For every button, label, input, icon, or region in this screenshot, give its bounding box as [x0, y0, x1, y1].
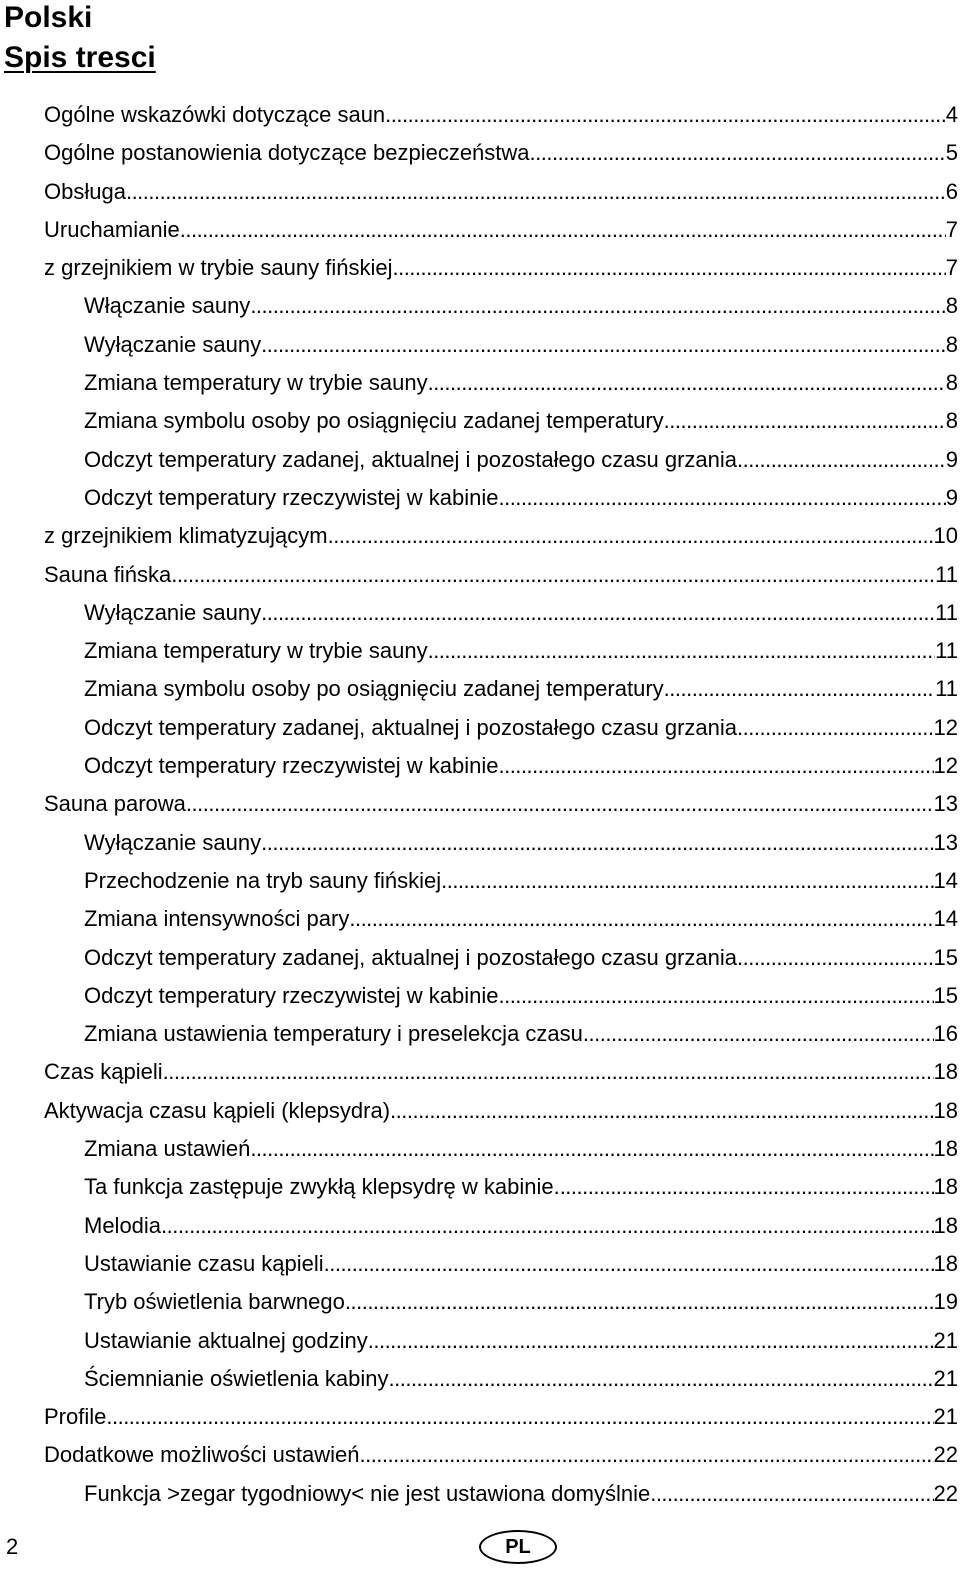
toc-entry[interactable]: [44, 785, 958, 823]
toc-entry-page: 18: [933, 1212, 958, 1238]
toc-entry-page: 18: [933, 1250, 958, 1276]
toc-entry-title: Ustawianie aktualnej godziny: [84, 1327, 368, 1353]
toc-entry[interactable]: [44, 1245, 958, 1283]
toc-entry[interactable]: [44, 517, 958, 555]
toc-entry-title: Tryb oświetlenia barwnego: [84, 1289, 345, 1315]
toc-dot-leader: [171, 556, 935, 594]
toc-entry-title: Funkcja >zegar tygodniowy< nie jest ustawiona domyślnie: [84, 1480, 651, 1506]
toc-entry-page: 6: [945, 178, 958, 204]
toc-entry-page: 14: [933, 867, 958, 893]
toc-entry-page: 22: [933, 1480, 958, 1506]
toc-dot-leader: [737, 939, 933, 977]
toc-entry[interactable]: [44, 326, 958, 364]
toc-entry-page: 15: [933, 982, 958, 1008]
toc-entry-page: 12: [933, 714, 958, 740]
toc-entry[interactable]: [44, 1015, 958, 1053]
toc-entry[interactable]: [44, 402, 958, 440]
toc-entry[interactable]: [44, 249, 958, 287]
toc-entry[interactable]: [44, 1092, 958, 1130]
toc-entry-page: 19: [933, 1289, 958, 1315]
toc-entry-title: Dodatkowe możliwości ustawień: [44, 1442, 360, 1468]
toc-entry-title: Odczyt temperatury zadanej, aktualnej i pozostałego czasu grzania: [84, 944, 738, 970]
toc-dot-leader: [664, 670, 936, 708]
toc-entry[interactable]: [44, 173, 958, 211]
toc-dot-leader: [261, 326, 946, 364]
toc-entry-title: Uruchamianie: [44, 216, 180, 242]
toc-entry[interactable]: [44, 1360, 958, 1398]
toc-dot-leader: [441, 862, 933, 900]
toc-entry-title: Odczyt temperatury rzeczywistej w kabinie: [84, 753, 499, 779]
toc-entry-page: 13: [933, 829, 958, 855]
toc-dot-leader: [664, 402, 946, 440]
toc-entry[interactable]: [44, 824, 958, 862]
toc-entry[interactable]: [44, 364, 958, 402]
toc-dot-leader: [250, 287, 945, 325]
toc-entry-title: Odczyt temperatury rzeczywistej w kabinie: [84, 982, 499, 1008]
toc-dot-leader: [328, 517, 934, 555]
toc-entry-title: Wyłączanie sauny: [84, 829, 262, 855]
toc-entry-page: 7: [945, 216, 958, 242]
toc-entry-page: 18: [933, 1097, 958, 1123]
toc-entry-title: Sauna fińska: [44, 561, 172, 587]
toc-entry[interactable]: [44, 900, 958, 938]
toc-entry-title: Ta funkcja zastępuje zwykłą klepsydrę w kabinie.: [84, 1174, 560, 1200]
toc-entry-page: 9: [945, 446, 958, 472]
toc-entry-page: 8: [945, 331, 958, 357]
toc-entry-title: Profile: [44, 1404, 107, 1430]
toc-entry[interactable]: [44, 1168, 958, 1206]
toc-dot-leader: [186, 785, 934, 823]
toc-entry-title: Zmiana temperatury w trybie sauny: [84, 638, 428, 664]
toc-entry-title: Przechodzenie na tryb sauny fińskiej: [84, 867, 442, 893]
toc-entry-page: 8: [945, 370, 958, 396]
language-code: PL: [505, 1535, 531, 1558]
toc-entry-page: 5: [945, 140, 958, 166]
toc-dot-leader: [359, 1436, 933, 1474]
toc-entry-page: 18: [933, 1059, 958, 1085]
toc-entry-page: 8: [945, 293, 958, 319]
toc-entry-page: 15: [933, 944, 958, 970]
toc-dot-leader: [261, 594, 935, 632]
toc-entry[interactable]: [44, 862, 958, 900]
toc-entry-title: Zmiana ustawień: [84, 1136, 251, 1162]
toc-entry-page: 10: [933, 523, 958, 549]
toc-entry-title: Odczyt temperatury zadanej, aktualnej i pozostałego czasu grzania: [84, 446, 738, 472]
toc-entry[interactable]: [44, 287, 958, 325]
language-heading: Polski: [4, 1, 93, 34]
toc-entry[interactable]: [44, 441, 958, 479]
toc-entry[interactable]: [44, 1207, 958, 1245]
toc-dot-leader: [324, 1245, 934, 1283]
toc-dot-leader: [498, 977, 933, 1015]
toc-entry-title: Włączanie sauny: [84, 293, 251, 319]
toc-entry-page: 21: [933, 1365, 958, 1391]
toc-dot-leader: [392, 249, 945, 287]
toc-dot-leader: [349, 900, 933, 938]
toc-entry-title: Odczyt temperatury rzeczywistej w kabinie: [84, 484, 499, 510]
toc-entry-title: Wyłączanie sauny: [84, 599, 262, 625]
toc-entry[interactable]: [44, 479, 958, 517]
toc-dot-leader: [345, 1283, 934, 1321]
toc-entry-page: 9: [945, 484, 958, 510]
toc-heading: Spis tresci: [4, 41, 156, 74]
toc-entry-page: 22: [933, 1442, 958, 1468]
toc-entry[interactable]: [44, 632, 958, 670]
toc-entry[interactable]: [44, 977, 958, 1015]
toc-entry[interactable]: [44, 670, 958, 708]
toc-entry-page: 7: [945, 255, 958, 281]
toc-dot-leader: [250, 1130, 933, 1168]
toc-entry-title: Aktywacja czasu kąpieli (klepsydra): [44, 1097, 391, 1123]
toc-dot-leader: [650, 1475, 933, 1513]
toc-dot-leader: [560, 1168, 934, 1206]
toc-entry[interactable]: [44, 1398, 958, 1436]
toc-dot-leader: [180, 211, 946, 249]
toc-entry-title: Melodia: [84, 1212, 162, 1238]
toc-entry[interactable]: [44, 747, 958, 785]
toc-dot-leader: [385, 96, 946, 134]
toc-entry[interactable]: [44, 1283, 958, 1321]
toc-entry-title: Ściemnianie oświetlenia kabiny: [84, 1365, 389, 1391]
toc-dot-leader: [737, 709, 933, 747]
toc-entry-title: Zmiana temperatury w trybie sauny: [84, 370, 428, 396]
toc-entry[interactable]: [44, 1322, 958, 1360]
toc-dot-leader: [368, 1322, 934, 1360]
toc-entry-title: Czas kąpieli: [44, 1059, 163, 1085]
toc-entry[interactable]: [44, 96, 958, 134]
toc-entry[interactable]: [44, 211, 958, 249]
toc-entry-title: Wyłączanie sauny: [84, 331, 262, 357]
language-badge: [479, 1530, 557, 1564]
toc-dot-leader: [126, 173, 946, 211]
toc-entry-title: Zmiana ustawienia temperatury i preselekcja czasu: [84, 1021, 583, 1047]
toc-entry-page: 11: [935, 676, 958, 702]
toc-entry-page: 4: [945, 102, 958, 127]
toc-entry-title: Ogólne postanowienia dotyczące bezpieczeństwa: [44, 140, 530, 166]
toc-entry[interactable]: [44, 939, 958, 977]
toc-entry[interactable]: [44, 594, 958, 632]
toc-entry-page: 14: [933, 906, 958, 932]
toc-entry-page: 16: [933, 1021, 958, 1047]
toc-dot-leader: [261, 824, 933, 862]
toc-entry-title: Ogólne wskazówki dotyczące saun: [44, 102, 386, 127]
toc-entry[interactable]: [44, 556, 958, 594]
toc-entry-page: 12: [933, 753, 958, 779]
toc-entry-title: Sauna parowa: [44, 791, 186, 817]
toc-entry-page: 18: [933, 1174, 958, 1200]
table-of-contents: [44, 96, 958, 1513]
toc-dot-leader: [498, 747, 933, 785]
toc-dot-leader: [498, 479, 945, 517]
toc-dot-leader: [737, 441, 946, 479]
toc-dot-leader: [428, 364, 946, 402]
toc-entry-title: Zmiana intensywności pary: [84, 906, 350, 932]
toc-entry-page: 21: [933, 1327, 958, 1353]
toc-entry-title: Zmiana symbolu osoby po osiągnięciu zadanej temperatury: [84, 676, 664, 702]
toc-entry-title: z grzejnikiem w trybie sauny fińskiej: [44, 255, 393, 281]
toc-entry-title: Odczyt temperatury zadanej, aktualnej i pozostałego czasu grzania: [84, 714, 738, 740]
toc-entry-page: 11: [935, 599, 958, 625]
toc-entry[interactable]: [44, 1053, 958, 1091]
toc-entry[interactable]: [44, 1130, 958, 1168]
page-number: 2: [6, 1534, 19, 1559]
toc-entry-page: 11: [935, 638, 958, 664]
toc-dot-leader: [106, 1398, 933, 1436]
toc-dot-leader: [161, 1207, 933, 1245]
toc-dot-leader: [163, 1053, 934, 1091]
toc-dot-leader: [390, 1092, 933, 1130]
toc-entry-page: 11: [935, 561, 958, 587]
toc-entry[interactable]: [44, 1475, 958, 1513]
toc-entry-title: Obsługa: [44, 178, 126, 204]
toc-dot-leader: [530, 134, 946, 172]
toc-dot-leader: [583, 1015, 934, 1053]
toc-entry-page: 21: [933, 1404, 958, 1430]
toc-entry-title: Ustawianie czasu kąpieli: [84, 1250, 324, 1276]
toc-entry-title: Zmiana symbolu osoby po osiągnięciu zadanej temperatury: [84, 408, 664, 434]
toc-dot-leader: [428, 632, 936, 670]
toc-entry[interactable]: [44, 1436, 958, 1474]
toc-entry-page: 13: [933, 791, 958, 817]
toc-entry-page: 18: [933, 1136, 958, 1162]
toc-entry[interactable]: [44, 134, 958, 172]
toc-entry[interactable]: [44, 709, 958, 747]
toc-entry-page: 8: [945, 408, 958, 434]
toc-dot-leader: [389, 1360, 934, 1398]
toc-entry-title: z grzejnikiem klimatyzującym: [44, 523, 328, 549]
